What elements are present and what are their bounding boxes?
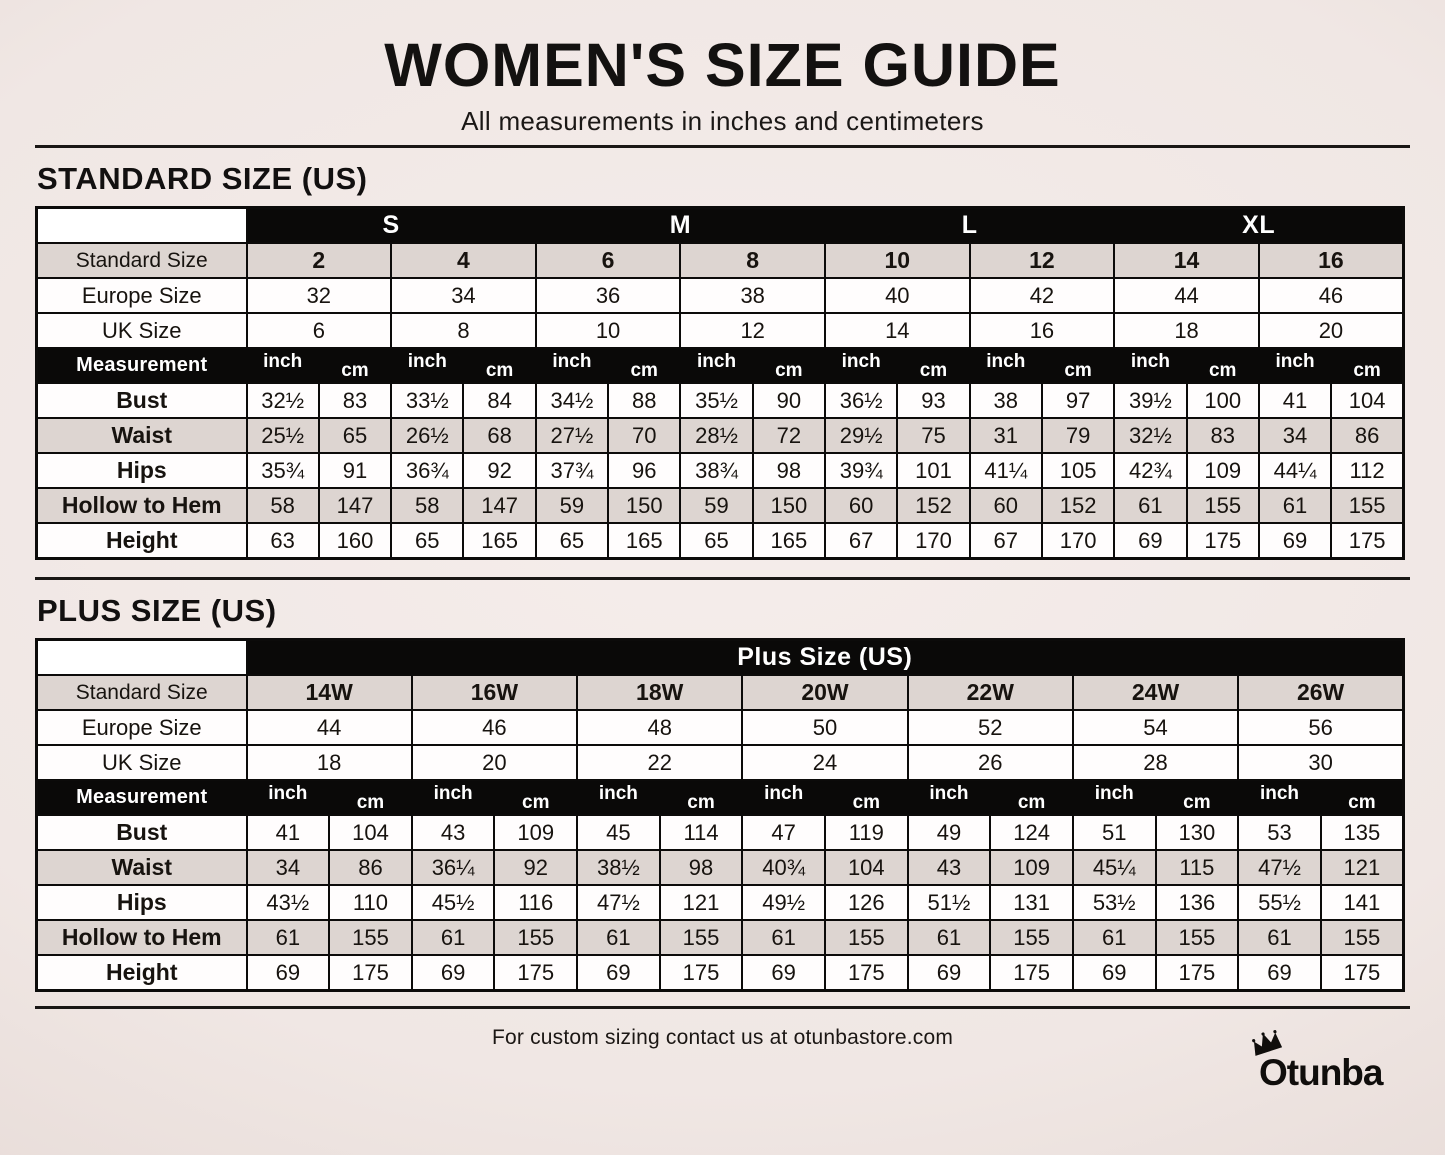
inch-value: 69 (1238, 955, 1321, 991)
europe-size-value: 44 (247, 710, 412, 745)
inch-value: 34 (1259, 418, 1331, 453)
europe-size-value: 46 (412, 710, 577, 745)
inch-value: 25½ (247, 418, 319, 453)
brand-logo-text: Otunba (1259, 1052, 1383, 1094)
cm-value: 175 (825, 955, 908, 991)
cm-value: 86 (1331, 418, 1403, 453)
inch-value: 45 (577, 815, 660, 850)
inch-value: 69 (577, 955, 660, 991)
uk-size-value: 18 (1114, 313, 1259, 348)
inch-value: 38½ (577, 850, 660, 885)
standard-size-table (35, 206, 1405, 560)
unit-inch-header: inch (1259, 348, 1331, 383)
row-label-europe-size: Europe Size (37, 278, 247, 313)
europe-size-value: 34 (391, 278, 536, 313)
inch-value: 61 (1259, 488, 1331, 523)
inch-value: 36¾ (391, 453, 463, 488)
europe-size-value: 36 (536, 278, 681, 313)
section-heading-plus: PLUS SIZE (US) (37, 593, 277, 629)
row-label-standard-size: Standard Size (37, 675, 247, 710)
unit-inch-header: inch (247, 780, 330, 815)
inch-value: 49 (908, 815, 991, 850)
cm-value: 98 (753, 453, 825, 488)
standard-size-value: 2 (247, 243, 392, 278)
europe-size-value: 52 (908, 710, 1073, 745)
unit-inch-header: inch (1114, 348, 1186, 383)
size-group-header: Plus Size (US) (247, 640, 1404, 676)
measurement-row-label: Height (37, 523, 247, 559)
unit-cm-header: cm (753, 348, 825, 383)
inch-value: 69 (247, 955, 330, 991)
cm-value: 152 (1042, 488, 1114, 523)
cm-value: 104 (1331, 383, 1403, 418)
inch-value: 42¾ (1114, 453, 1186, 488)
inch-value: 59 (536, 488, 608, 523)
unit-cm-header: cm (660, 780, 743, 815)
cm-value: 91 (319, 453, 391, 488)
standard-size-value: 26W (1238, 675, 1403, 710)
inch-value: 58 (391, 488, 463, 523)
cm-value: 147 (319, 488, 391, 523)
cm-value: 155 (329, 920, 412, 955)
unit-inch-header: inch (536, 348, 608, 383)
uk-size-value: 8 (391, 313, 536, 348)
inch-value: 51 (1073, 815, 1156, 850)
inch-value: 51½ (908, 885, 991, 920)
inch-value: 63 (247, 523, 319, 559)
cm-value: 175 (1187, 523, 1259, 559)
cm-value: 126 (825, 885, 908, 920)
cm-value: 101 (897, 453, 969, 488)
europe-size-value: 40 (825, 278, 970, 313)
uk-size-value: 30 (1238, 745, 1403, 780)
unit-cm-header: cm (1331, 348, 1403, 383)
europe-size-value: 56 (1238, 710, 1403, 745)
inch-value: 33½ (391, 383, 463, 418)
page-title: WOMEN'S SIZE GUIDE (384, 31, 1061, 99)
cm-value: 100 (1187, 383, 1259, 418)
inch-value: 61 (908, 920, 991, 955)
cm-value: 124 (990, 815, 1073, 850)
inch-value: 55½ (1238, 885, 1321, 920)
cm-value: 96 (608, 453, 680, 488)
cm-value: 90 (753, 383, 825, 418)
cm-value: 72 (753, 418, 825, 453)
inch-value: 69 (1073, 955, 1156, 991)
cm-value: 109 (1187, 453, 1259, 488)
inch-value: 36¼ (412, 850, 495, 885)
inch-value: 61 (1238, 920, 1321, 955)
measurement-row-label: Waist (37, 418, 247, 453)
europe-size-value: 32 (247, 278, 392, 313)
uk-size-value: 24 (742, 745, 907, 780)
cm-value: 84 (463, 383, 535, 418)
section-heading-standard: STANDARD SIZE (US) (37, 161, 368, 197)
measurement-row-label: Hollow to Hem (37, 920, 247, 955)
cm-value: 155 (660, 920, 743, 955)
inch-value: 65 (680, 523, 752, 559)
unit-inch-header: inch (412, 780, 495, 815)
unit-cm-header: cm (329, 780, 412, 815)
inch-value: 26½ (391, 418, 463, 453)
inch-value: 67 (970, 523, 1042, 559)
row-label-standard-size: Standard Size (37, 243, 247, 278)
standard-size-value: 14 (1114, 243, 1259, 278)
unit-cm-header: cm (897, 348, 969, 383)
inch-value: 32½ (1114, 418, 1186, 453)
inch-value: 43 (908, 850, 991, 885)
inch-value: 61 (412, 920, 495, 955)
cm-value: 155 (1331, 488, 1403, 523)
inch-value: 69 (1259, 523, 1331, 559)
unit-cm-header: cm (319, 348, 391, 383)
unit-inch-header: inch (391, 348, 463, 383)
standard-size-value: 12 (970, 243, 1115, 278)
inch-value: 61 (742, 920, 825, 955)
unit-cm-header: cm (990, 780, 1073, 815)
cm-value: 98 (660, 850, 743, 885)
cm-value: 175 (1331, 523, 1403, 559)
cm-value: 147 (463, 488, 535, 523)
cm-value: 104 (329, 815, 412, 850)
cm-value: 79 (1042, 418, 1114, 453)
standard-size-value: 14W (247, 675, 412, 710)
cm-value: 68 (463, 418, 535, 453)
inch-value: 34 (247, 850, 330, 885)
cm-value: 175 (1321, 955, 1404, 991)
row-label-uk-size: UK Size (37, 745, 247, 780)
cm-value: 141 (1321, 885, 1404, 920)
standard-size-value: 6 (536, 243, 681, 278)
inch-value: 35½ (680, 383, 752, 418)
cm-value: 165 (463, 523, 535, 559)
brand-logo (1247, 1034, 1383, 1098)
inch-value: 65 (536, 523, 608, 559)
cm-value: 97 (1042, 383, 1114, 418)
inch-value: 61 (577, 920, 660, 955)
cm-value: 92 (463, 453, 535, 488)
inch-value: 27½ (536, 418, 608, 453)
inch-value: 34½ (536, 383, 608, 418)
cm-value: 150 (608, 488, 680, 523)
standard-size-value: 8 (680, 243, 825, 278)
cm-value: 175 (990, 955, 1073, 991)
cm-value: 105 (1042, 453, 1114, 488)
europe-size-value: 42 (970, 278, 1115, 313)
uk-size-value: 26 (908, 745, 1073, 780)
cm-value: 165 (753, 523, 825, 559)
inch-value: 47 (742, 815, 825, 850)
inch-value: 37¾ (536, 453, 608, 488)
inch-value: 40¾ (742, 850, 825, 885)
uk-size-value: 16 (970, 313, 1115, 348)
inch-value: 39½ (1114, 383, 1186, 418)
cm-value: 75 (897, 418, 969, 453)
inch-value: 28½ (680, 418, 752, 453)
cm-value: 136 (1156, 885, 1239, 920)
inch-value: 47½ (577, 885, 660, 920)
cm-value: 115 (1156, 850, 1239, 885)
standard-size-value: 22W (908, 675, 1073, 710)
unit-inch-header: inch (970, 348, 1042, 383)
cm-value: 150 (753, 488, 825, 523)
cm-value: 175 (494, 955, 577, 991)
cm-value: 160 (319, 523, 391, 559)
inch-value: 69 (412, 955, 495, 991)
inch-value: 58 (247, 488, 319, 523)
cm-value: 155 (825, 920, 908, 955)
unit-cm-header: cm (494, 780, 577, 815)
cm-value: 112 (1331, 453, 1403, 488)
standard-size-value: 4 (391, 243, 536, 278)
cm-value: 83 (1187, 418, 1259, 453)
inch-value: 69 (908, 955, 991, 991)
inch-value: 41 (1259, 383, 1331, 418)
cm-value: 131 (990, 885, 1073, 920)
measurement-row-label: Hips (37, 453, 247, 488)
inch-value: 45½ (412, 885, 495, 920)
cm-value: 152 (897, 488, 969, 523)
inch-value: 45¼ (1073, 850, 1156, 885)
size-group-header: M (536, 208, 825, 244)
measurement-row-label: Hollow to Hem (37, 488, 247, 523)
europe-size-value: 54 (1073, 710, 1238, 745)
row-label-measurement: Measurement (37, 348, 247, 383)
cm-value: 114 (660, 815, 743, 850)
inch-value: 29½ (825, 418, 897, 453)
inch-value: 53 (1238, 815, 1321, 850)
measurement-row-label: Waist (37, 850, 247, 885)
cm-value: 170 (1042, 523, 1114, 559)
cm-value: 175 (329, 955, 412, 991)
uk-size-value: 10 (536, 313, 681, 348)
unit-inch-header: inch (825, 348, 897, 383)
inch-value: 41 (247, 815, 330, 850)
standard-size-value: 18W (577, 675, 742, 710)
cm-value: 165 (608, 523, 680, 559)
cm-value: 109 (990, 850, 1073, 885)
inch-value: 61 (1114, 488, 1186, 523)
inch-value: 43 (412, 815, 495, 850)
unit-inch-header: inch (577, 780, 660, 815)
cm-value: 155 (1156, 920, 1239, 955)
page-subtitle: All measurements in inches and centimeters (461, 106, 984, 137)
uk-size-value: 20 (412, 745, 577, 780)
cm-value: 109 (494, 815, 577, 850)
inch-value: 38 (970, 383, 1042, 418)
uk-size-value: 22 (577, 745, 742, 780)
europe-size-value: 50 (742, 710, 907, 745)
standard-size-value: 16W (412, 675, 577, 710)
row-label-measurement: Measurement (37, 780, 247, 815)
inch-value: 43½ (247, 885, 330, 920)
inch-value: 60 (825, 488, 897, 523)
corner-cell (37, 208, 247, 244)
inch-value: 49½ (742, 885, 825, 920)
cm-value: 155 (990, 920, 1073, 955)
unit-cm-header: cm (608, 348, 680, 383)
unit-inch-header: inch (247, 348, 319, 383)
inch-value: 53½ (1073, 885, 1156, 920)
cm-value: 175 (1156, 955, 1239, 991)
divider (35, 1006, 1410, 1009)
inch-value: 35¾ (247, 453, 319, 488)
uk-size-value: 6 (247, 313, 392, 348)
unit-inch-header: inch (680, 348, 752, 383)
measurement-row-label: Bust (37, 815, 247, 850)
divider (35, 577, 1410, 580)
inch-value: 69 (742, 955, 825, 991)
inch-value: 36½ (825, 383, 897, 418)
cm-value: 92 (494, 850, 577, 885)
europe-size-value: 46 (1259, 278, 1404, 313)
inch-value: 41¼ (970, 453, 1042, 488)
cm-value: 130 (1156, 815, 1239, 850)
uk-size-value: 12 (680, 313, 825, 348)
cm-value: 155 (494, 920, 577, 955)
cm-value: 104 (825, 850, 908, 885)
uk-size-value: 14 (825, 313, 970, 348)
size-group-header: L (825, 208, 1114, 244)
inch-value: 38¾ (680, 453, 752, 488)
unit-inch-header: inch (908, 780, 991, 815)
europe-size-value: 44 (1114, 278, 1259, 313)
inch-value: 61 (247, 920, 330, 955)
standard-size-value: 20W (742, 675, 907, 710)
cm-value: 175 (660, 955, 743, 991)
cm-value: 135 (1321, 815, 1404, 850)
cm-value: 83 (319, 383, 391, 418)
cm-value: 121 (660, 885, 743, 920)
size-group-header: S (247, 208, 536, 244)
inch-value: 44¼ (1259, 453, 1331, 488)
measurement-row-label: Bust (37, 383, 247, 418)
cm-value: 93 (897, 383, 969, 418)
inch-value: 32½ (247, 383, 319, 418)
unit-cm-header: cm (463, 348, 535, 383)
inch-value: 59 (680, 488, 752, 523)
europe-size-value: 48 (577, 710, 742, 745)
standard-size-value: 10 (825, 243, 970, 278)
unit-cm-header: cm (1042, 348, 1114, 383)
measurement-row-label: Height (37, 955, 247, 991)
row-label-europe-size: Europe Size (37, 710, 247, 745)
measurement-row-label: Hips (37, 885, 247, 920)
inch-value: 61 (1073, 920, 1156, 955)
cm-value: 116 (494, 885, 577, 920)
divider (35, 145, 1410, 148)
cm-value: 119 (825, 815, 908, 850)
footer-contact-text: For custom sizing contact us at otunbastore.com (491, 1026, 954, 1050)
inch-value: 67 (825, 523, 897, 559)
inch-value: 69 (1114, 523, 1186, 559)
inch-value: 60 (970, 488, 1042, 523)
size-group-header: XL (1114, 208, 1403, 244)
unit-inch-header: inch (742, 780, 825, 815)
unit-cm-header: cm (1321, 780, 1404, 815)
inch-value: 39¾ (825, 453, 897, 488)
cm-value: 86 (329, 850, 412, 885)
cm-value: 88 (608, 383, 680, 418)
standard-size-value: 16 (1259, 243, 1404, 278)
unit-inch-header: inch (1238, 780, 1321, 815)
unit-inch-header: inch (1073, 780, 1156, 815)
cm-value: 155 (1321, 920, 1404, 955)
uk-size-value: 20 (1259, 313, 1404, 348)
footer (35, 1026, 1410, 1094)
plus-size-table (35, 638, 1405, 992)
cm-value: 155 (1187, 488, 1259, 523)
uk-size-value: 18 (247, 745, 412, 780)
unit-cm-header: cm (825, 780, 908, 815)
cm-value: 65 (319, 418, 391, 453)
cm-value: 70 (608, 418, 680, 453)
unit-cm-header: cm (1187, 348, 1259, 383)
inch-value: 47½ (1238, 850, 1321, 885)
cm-value: 110 (329, 885, 412, 920)
unit-cm-header: cm (1156, 780, 1239, 815)
cm-value: 121 (1321, 850, 1404, 885)
inch-value: 65 (391, 523, 463, 559)
standard-size-value: 24W (1073, 675, 1238, 710)
europe-size-value: 38 (680, 278, 825, 313)
cm-value: 170 (897, 523, 969, 559)
row-label-uk-size: UK Size (37, 313, 247, 348)
corner-cell (37, 640, 247, 676)
uk-size-value: 28 (1073, 745, 1238, 780)
inch-value: 31 (970, 418, 1042, 453)
